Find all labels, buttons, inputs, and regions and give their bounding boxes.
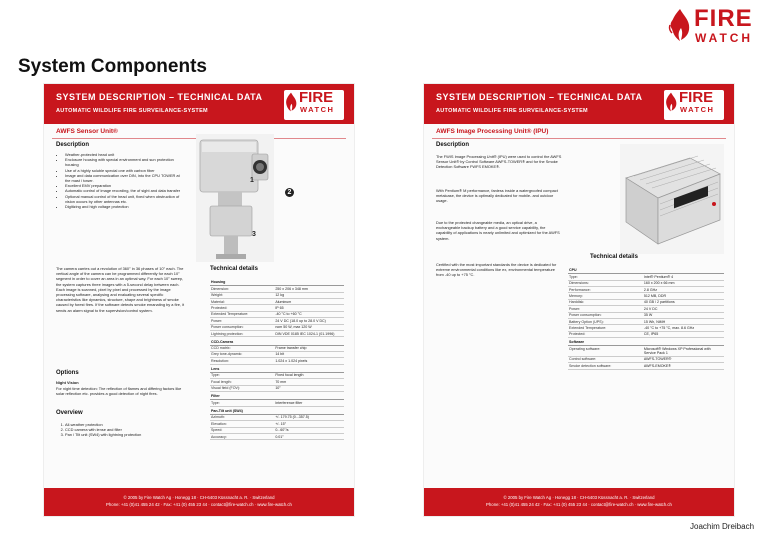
- spec-key: Power consumption:: [568, 312, 643, 318]
- spec-value: Microsoft® Windows XP Professional with Service Pack 1: [643, 346, 724, 357]
- spec-key: Control software:: [568, 356, 643, 362]
- spec-key: Lightning protection:: [210, 330, 274, 336]
- spec-value: -40 °C to +75 °C, max. 8.6 GHz: [643, 325, 724, 331]
- spec-key: Power consumption:: [210, 324, 274, 330]
- header-subtitle: AUTOMATIC WILDLIFE FIRE SURVEILANCE-SYSTEM: [436, 108, 588, 114]
- flame-icon: [668, 8, 692, 42]
- description-item: • Optional manual control of the head unit, fixed when obstruction of vision occurs by other antennas etc.: [65, 194, 184, 204]
- spec-section-label: Lens: [210, 364, 274, 372]
- spec-key: Dimensions:: [568, 280, 643, 286]
- spec-value: [274, 364, 344, 372]
- spec-value: 35 W: [643, 312, 724, 318]
- spec-key: Protected:: [210, 305, 274, 311]
- spec-key: Extended Temperature:: [210, 311, 274, 317]
- spec-key: Type:: [210, 372, 274, 378]
- spec-value: 70 mm: [274, 379, 344, 385]
- ipu-device-photo: [620, 144, 724, 254]
- spec-key: Performance:: [568, 286, 643, 292]
- spec-value: 0...60°/s: [274, 427, 344, 433]
- spec-key: Resolution:: [210, 358, 274, 364]
- description-item: • Image and data communication over DIN, into the CPU TOWER at the mast / tower.: [65, 173, 184, 183]
- footer-line-1: © 2005 by Fire Watch Ag · Honegg 18 · CH-6403 Küssnacht a. R. · Switzerland: [123, 495, 275, 500]
- description-item: • Enclosure housing with special environment and sun protection housing: [65, 157, 184, 167]
- spec-value: 2.8 GHz: [643, 286, 724, 292]
- spec-value: -40 °C to +60 °C: [274, 311, 344, 317]
- spec-key: Type:: [210, 400, 274, 406]
- spec-value: IP 65: [274, 305, 344, 311]
- description-item: • Weather-protected head unit: [65, 152, 184, 157]
- spec-value: Fixed focal length: [274, 372, 344, 378]
- options-subheading: Night Vision: [56, 380, 79, 385]
- spec-section-row: [210, 392, 344, 400]
- description-list: [56, 152, 184, 209]
- footer-text: [430, 494, 728, 508]
- overview-item: 2. CCD camera with lense and filter: [65, 427, 186, 432]
- footer-line-1: © 2005 by Fire Watch Ag · Honegg 18 · CH-6403 Küssnacht a. R. · Switzerland: [503, 495, 655, 500]
- spec-value: [274, 392, 344, 400]
- description-paragraph: With Pentium® M performance, fanless inside a watergroofed compact metalcase, the device is optimally dedicated for mobile- and outdoor usage.: [436, 188, 558, 204]
- spec-value: 15 Wh, NiMH: [643, 318, 724, 324]
- spec-key: Power:: [568, 306, 643, 312]
- spec-value: Interference filter: [274, 400, 344, 406]
- spec-key: Harddisk:: [568, 299, 643, 305]
- description-paragraph: Certified with the most important standards the device is dedicated for extreme environmental conditions like ex, environmental temperature from -40 up to +75 °C.: [436, 262, 557, 278]
- spec-key: Operating software:: [568, 346, 643, 357]
- logo-watch-text: WATCH: [695, 31, 754, 45]
- description-item: • Use of a highly soluble special one with carbon fiber: [65, 168, 184, 173]
- body-text: The camera carries out a revolution of 360° in 36 phases of 10° each. The vertical angle of the camera can be programmed differently for each 10° segment in order to cover an area in an optimal way. For each 10° sweep, the system captures three images with a 5-second delay between each. Each image is scanned, pixel by pixel and processed by the image processing software, analysing and evaluating several specific characteristics like dynamics, structure, shape and brightness of smoke caused by forest fires. If the software detects smoke emanating by a fire, it sends an alarm signal to the supervision/control system.: [56, 266, 185, 313]
- spec-value: [643, 266, 724, 274]
- overview-item: 3. Pan / Tilt unit (SW4) with lightning protection: [65, 432, 186, 437]
- spec-value: +/- 15°: [274, 421, 344, 427]
- spec-key: Type:: [568, 274, 643, 280]
- spec-section-row: [210, 337, 344, 345]
- spec-key: Visual field (FOV):: [210, 385, 274, 391]
- options-text: For night time detection: The reflection of flames and differing factors like solar reflection etc. provides a good detection of night fires.: [56, 386, 182, 397]
- logo-fire-text: FIRE: [679, 89, 714, 106]
- spec-value: 24 V DC (18.0 up to 28.0 V DC): [274, 318, 344, 324]
- spec-value: 12 kg: [274, 292, 344, 298]
- spec-key: Protected:: [568, 331, 643, 337]
- header-subtitle: AUTOMATIC WILDLIFE FIRE SURVEILANCE-SYSTEM: [56, 108, 208, 114]
- spec-key: Memory:: [568, 293, 643, 299]
- spec-key: Accuracy:: [210, 433, 274, 439]
- spec-value: 250 x 206 x 348 mm: [274, 286, 344, 292]
- slide-title: System Components: [18, 56, 207, 77]
- spec-value: 0.01°: [274, 433, 344, 439]
- unit-title: AWFS Sensor Unit®: [56, 128, 118, 135]
- spec-key: Smoke detection software:: [568, 363, 643, 369]
- overview-list: [56, 422, 186, 438]
- spec-value: CE, IP65: [643, 331, 724, 337]
- spec-value: Aluminum: [274, 298, 344, 304]
- spec-section-row: [210, 278, 344, 286]
- spec-section-label: Pan-Tilt unit (SW4): [210, 406, 274, 414]
- logo-watch-text: WATCH: [300, 105, 335, 114]
- spec-value: 14 bit: [274, 351, 344, 357]
- callout-2: 2: [285, 188, 294, 197]
- spec-row: [210, 433, 344, 439]
- divider: [432, 138, 726, 139]
- description-item: • Digitizing and high voltage protection: [65, 204, 184, 209]
- description-item: • Excellent EMV preparation: [65, 183, 184, 188]
- fire-watch-logo: [668, 6, 778, 46]
- footer-line-2: Phone: +41 (0)41 455 24 42 · Fax: +41 (0) 455 23 44 · contact@fire-watch.ch · www.fire-watch.ch: [486, 502, 672, 507]
- footer-text: [50, 494, 348, 508]
- spec-value: 512 MB, DDR: [643, 293, 724, 299]
- overview-item: 1. All-weather protection: [65, 422, 186, 427]
- spec-value: AWFS-EMOKE®: [643, 363, 724, 369]
- spec-section-row: [210, 406, 344, 414]
- spec-key: Grey tone-dynamic:: [210, 351, 274, 357]
- spec-value: [274, 337, 344, 345]
- logo-watch-text: WATCH: [680, 105, 715, 114]
- spec-section-label: Filter: [210, 392, 274, 400]
- spec-value: +/- 179.75 (0...357.5): [274, 414, 344, 420]
- overview-heading: Overview: [56, 410, 83, 416]
- spec-row: [568, 346, 724, 357]
- logo-fire-text: FIRE: [694, 5, 753, 32]
- technical-details-heading: Technical details: [590, 254, 638, 260]
- spec-value: DIN VDE 0185 IEC 1024-1 (01.1996): [274, 330, 344, 336]
- datasheet-logo: [284, 90, 344, 120]
- sensor-unit-datasheet: [44, 84, 354, 516]
- datasheet-footer: [424, 488, 734, 516]
- datasheet-logo: [664, 90, 724, 120]
- spec-key: Battery Option (UPS):: [568, 318, 643, 324]
- spec-table: [568, 266, 724, 370]
- spec-row: [568, 363, 724, 369]
- spec-section-row: [568, 338, 724, 346]
- unit-title: AWFS Image Processing Unit® (IPU): [436, 128, 549, 135]
- spec-section-label: Software: [568, 338, 643, 346]
- spec-value: 10°: [274, 385, 344, 391]
- description-paragraph: Due to the protected changeable media, an optical drive, a exchangeable backup battery and a good service capability, the capability of applications is nearly unlimited and optimized for the AWFS system.: [436, 220, 560, 241]
- author-credit: Joachim Dreibach: [690, 522, 755, 531]
- spec-value: 160 x 200 x 66 mm: [643, 280, 724, 286]
- spec-key: Speed:: [210, 427, 274, 433]
- spec-value: [274, 406, 344, 414]
- spec-section-row: [210, 364, 344, 372]
- options-heading: Options: [56, 370, 79, 376]
- description-item: • Automatic control of image recording, the of sight and data transfer: [65, 188, 184, 193]
- description-heading: Description: [436, 142, 470, 148]
- spec-key: Elevation:: [210, 421, 274, 427]
- spec-value: [643, 338, 724, 346]
- spec-section-label: CCD-Camera: [210, 337, 274, 345]
- flame-icon: [284, 91, 298, 113]
- description-heading: Description: [56, 142, 90, 148]
- spec-key: Azimuth:: [210, 414, 274, 420]
- spec-key: CCD matrix:: [210, 345, 274, 351]
- spec-value: 24 V DC: [643, 306, 724, 312]
- spec-value: 40 GB / 2 partitions: [643, 299, 724, 305]
- flame-icon: [664, 91, 678, 113]
- spec-key: Extended Temperature:: [568, 325, 643, 331]
- spec-value: Intel® Pentium® 4: [643, 274, 724, 280]
- spec-section-label: CPU: [568, 266, 643, 274]
- footer-line-2: Phone: +41 (0)41 455 24 42 · Fax: +41 (0) 455 23 44 · contact@fire-watch.ch · www.fire-watch.ch: [106, 502, 292, 507]
- spec-key: Weight:: [210, 292, 274, 298]
- spec-key: Focal length:: [210, 379, 274, 385]
- datasheet-footer: [44, 488, 354, 516]
- spec-value: Frame transfer chip: [274, 345, 344, 351]
- spec-value: AWFS-TOWER®: [643, 356, 724, 362]
- spec-section-row: [568, 266, 724, 274]
- technical-details-heading: Technical details: [210, 266, 258, 272]
- header-title: SYSTEM DESCRIPTION – TECHNICAL DATA: [56, 92, 263, 102]
- spec-value: [274, 278, 344, 286]
- spec-key: Material:: [210, 298, 274, 304]
- description-paragraph: The FWIS Image Processing Unit® (IPU) were used to control the AWFS Sensor Unit® by Control Software AWFS-TOWER® and for the Smoke Detection Software FWFS EMOKE®.: [436, 154, 562, 170]
- ipu-datasheet: [424, 84, 734, 516]
- spec-key: Dimension:: [210, 286, 274, 292]
- spec-value: nom 50 W, max 120 W: [274, 324, 344, 330]
- callout-3: 3: [252, 231, 256, 238]
- callout-1: 1: [250, 177, 254, 184]
- header-title: SYSTEM DESCRIPTION – TECHNICAL DATA: [436, 92, 643, 102]
- spec-section-label: Housing: [210, 278, 274, 286]
- logo-fire-text: FIRE: [299, 89, 334, 106]
- spec-table: [210, 278, 344, 440]
- spec-value: 1.024 x 1.024 pixels: [274, 358, 344, 364]
- spec-key: Power:: [210, 318, 274, 324]
- sensor-unit-photo: [196, 134, 274, 262]
